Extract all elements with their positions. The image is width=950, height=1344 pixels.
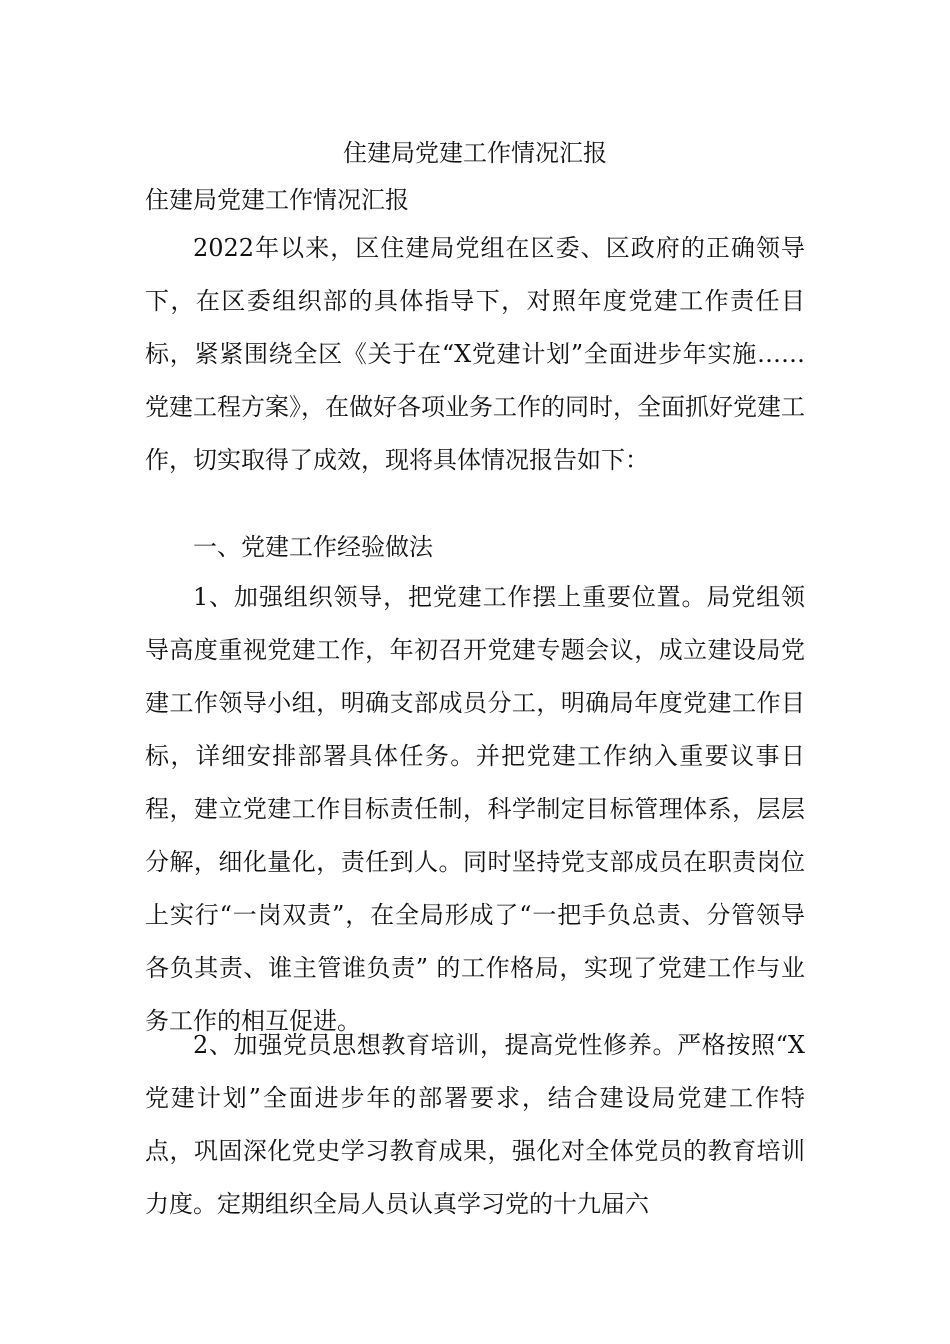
document-title: 住建局党建工作情况汇报 <box>343 139 607 167</box>
section-heading: 一、党建工作经验做法 <box>193 533 433 561</box>
document-subtitle: 住建局党建工作情况汇报 <box>145 186 409 214</box>
paragraph-organization-leadership: 1、加强组织领导，把党建工作摆上重要位置。局党组领导高度重视党建工作，年初召开党建专题会议，成立建设局党建工作领导小组，明确支部成员分工，明确局年度党建工作目标，详细安排部署具体任务。并把党建工作纳入重要议事日程，建立党建工作目标责任制，科学制定目标管理体系，层层分解，细化量化，责任到人。同时坚持党支部成员在职责岗位上实行“一岗双责”，在全局形成了“一把手负总责、分管领导各负其责、谁主管谁负责” 的工作格局，实现了党建工作与业务工作的相互促进。 <box>145 583 805 1035</box>
paragraph-education-training: 2、加强党员思想教育培训，提高党性修养。严格按照“X党建计划”全面进步年的部署要求，结合建设局党建工作特点，巩固深化党史学习教育成果，强化对全体党员的教育培训力度。定期组织全局人员认真学习党的十九届六 <box>145 1031 805 1218</box>
paragraph-intro: 2022年以来，区住建局党组在区委、区政府的正确领导下，在区委组织部的具体指导下，对照年度党建工作责任目标，紧紧围绕全区《关于在“X党建计划”全面进步年实施……党建工程方案》，在做好各项业务工作的同时，全面抓好党建工作，切实取得了成效，现将具体情况报告如下： <box>145 234 805 474</box>
